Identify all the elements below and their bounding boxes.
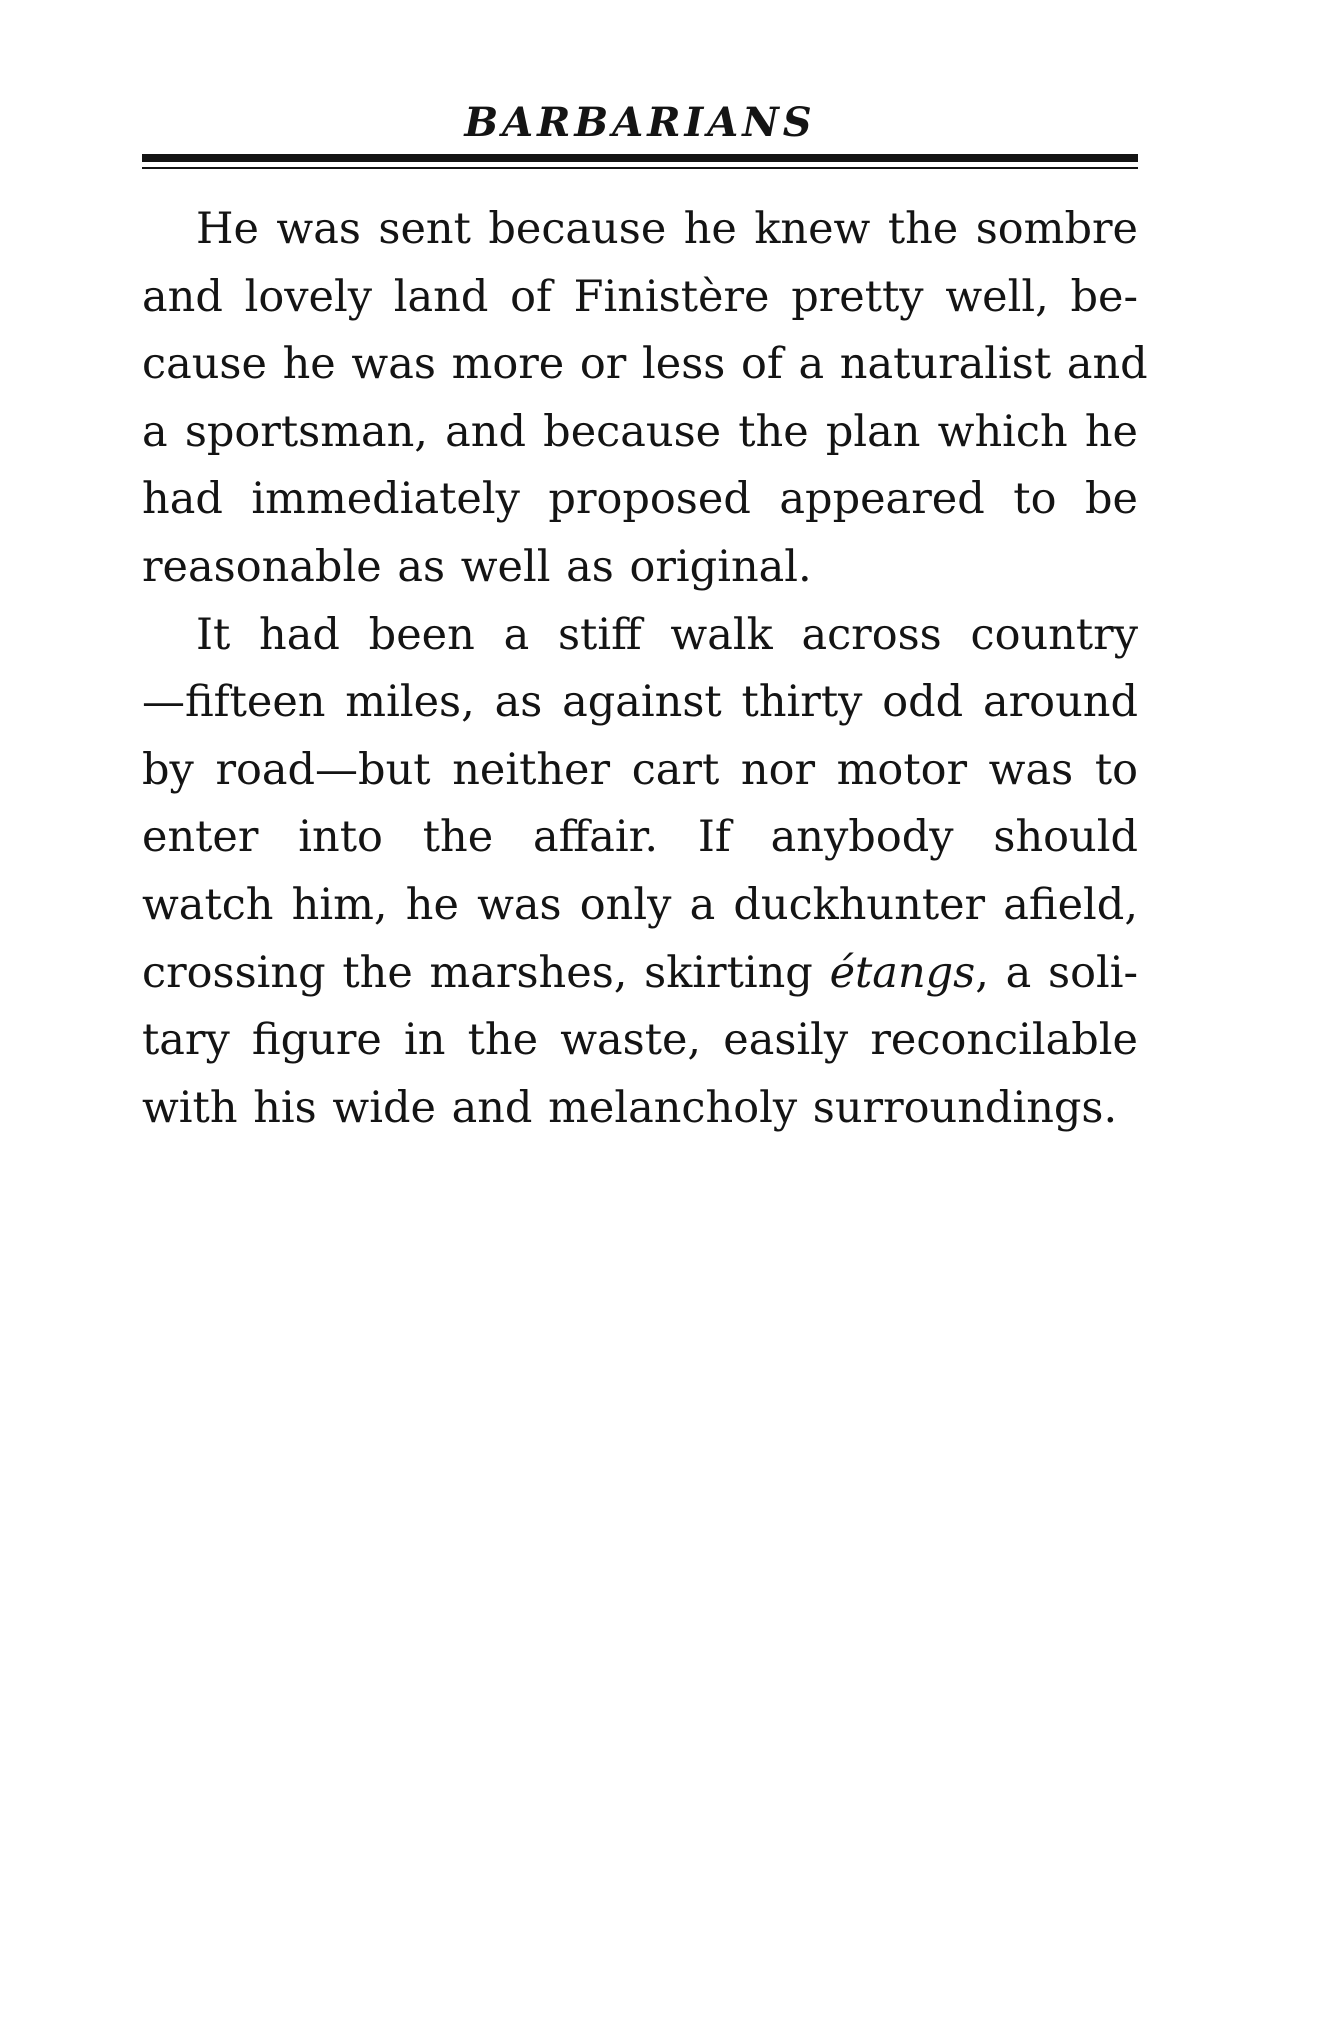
running-head: BARBARIANS [464,99,816,146]
text-line: It had been a stiff walk across country [196,609,1138,660]
text-line: a sportsman, and because the plan which he [142,406,1138,457]
text-segment: , a soli- [975,947,1138,998]
body-text [142,196,1148,1142]
text-line: reasonable as well as original. [142,541,812,592]
text-line: cause he was more or less of a naturalist and [142,339,1148,390]
text-line: —fifteen miles, as against thirty odd around [142,677,1138,728]
text-line: had immediately proposed appeared to be [142,474,1138,525]
text-line: watch him, he was only a duckhunter afield, [142,879,1138,930]
text-segment: crossing the marshes, skirting [142,947,830,998]
paragraph-1 [142,196,1148,602]
text-line: by road—but neither cart nor motor was to [142,744,1138,795]
header-rule-thick [142,154,1138,162]
text-line: tary figure in the waste, easily reconcilable [142,1015,1138,1066]
text-line: and lovely land of Finistère pretty well, be- [142,271,1138,322]
italic-term: étangs [829,947,976,998]
header-rule-thin [142,167,1138,169]
paragraph-2 [142,602,1138,1143]
text-line: with his wide and melancholy surroundings. [142,1082,1118,1133]
text-line: He was sent because he knew the sombre [196,204,1138,254]
text-line: enter into the affair. If anybody should [142,812,1138,863]
text-line [142,940,1138,1008]
